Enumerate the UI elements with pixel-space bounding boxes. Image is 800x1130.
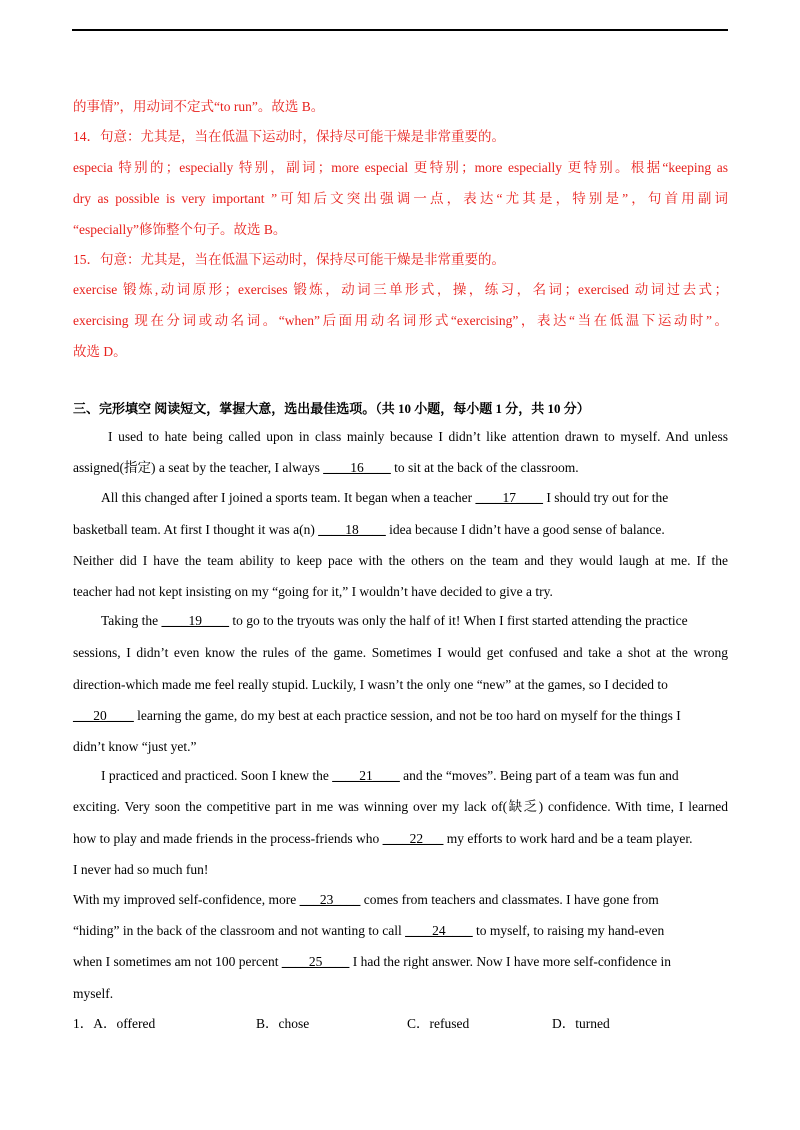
option-d: D．turned: [552, 1016, 610, 1031]
section-heading: 三、完形填空 阅读短文，掌握大意，选出最佳选项。（共 10 小题，每小题 1 分，共 10 分）: [73, 401, 590, 416]
passage-line-9: direction-which made me feel really stupid. Luckily, I wasn’t the only one “new” at the games, so I decided to: [73, 677, 668, 692]
passage-line-7: [101, 611, 728, 631]
passage-line-6: teacher had not kept insisting on my “going for it,” I wouldn’t have decided to give a try.: [73, 584, 553, 599]
passage-text: comes from teachers and classmates. I have gone from: [363, 892, 659, 907]
passage-line-14: [73, 829, 728, 849]
answer-line-9: 故选 D。: [73, 344, 127, 359]
passage-line-12: [101, 766, 728, 786]
blank-18: ____18____: [318, 522, 386, 537]
passage-text: and the “moves”. Being part of a team was fun and: [403, 768, 679, 783]
answer-line-7: exercise 锻炼,动词原形；exercises 锻炼，动词三单形式，操，练习，名词；exercised 动词过去式；: [73, 282, 728, 297]
passage-line-13: exciting. Very soon the competitive part in me was winning over my lack of(缺乏) confidence. With time, I learned: [73, 799, 728, 814]
passage-text: I should try out for the: [546, 490, 669, 505]
option-b: B．chose: [256, 1016, 310, 1031]
blank-20: ___20____: [73, 708, 134, 723]
passage-line-19: myself.: [73, 986, 114, 1001]
answer-line-2: 14．句意：尤其是，当在低温下运动时，保持尽可能干燥是非常重要的。: [73, 129, 505, 144]
answer-line-3: especia 特别的；especially 特别，副词；more especial 更特别；more especially 更特别。根据“keeping as: [73, 160, 728, 175]
passage-text: idea because I didn’t have a good sense of balance.: [389, 522, 665, 537]
blank-19: ____19____: [161, 613, 230, 628]
blank-22: ____22___: [382, 831, 444, 846]
passage-text: basketball team. At first I thought it was a(n): [73, 522, 315, 537]
header-rule: [72, 29, 728, 31]
answer-line-6: 15．句意：尤其是，当在低温下运动时，保持尽可能干燥是非常重要的。: [73, 252, 505, 267]
passage-line-4: [73, 520, 728, 540]
passage-text: learning the game, do my best at each practice session, and not be too hard on myself for the things I: [137, 708, 681, 723]
passage-text: “hiding” in the back of the classroom and not wanting to call: [73, 923, 402, 938]
blank-23: ___23____: [299, 892, 361, 907]
passage-text: I practiced and practiced. Soon I knew the: [101, 768, 329, 783]
passage-text: when I sometimes am not 100 percent: [73, 954, 279, 969]
passage-line-18: [73, 952, 728, 972]
answer-line-1: 的事情”，用动词不定式“to run”。故选 B。: [73, 99, 325, 114]
blank-25: ____25____: [281, 954, 350, 969]
passage-line-8: sessions, I didn’t even know the rules of the game. Sometimes I would get confused and take a shot at the wrong: [73, 645, 728, 660]
passage-text: assigned(指定) a seat by the teacher, I always: [73, 460, 320, 475]
option-c: C．refused: [407, 1016, 470, 1031]
passage-line-2: [73, 458, 728, 478]
passage-line-16: [73, 890, 728, 910]
passage-line-5: Neither did I have the team ability to keep pace with the others on the team and they would laugh at me. If the: [73, 553, 728, 568]
passage-line-10: [73, 706, 728, 726]
passage-text: to sit at the back of the classroom.: [394, 460, 579, 475]
answer-line-8: exercising 现在分词或动名词。“when”后面用动名词形式“exercising”，表达“当在低温下运动时”。: [73, 313, 728, 328]
passage-text: my efforts to work hard and be a team player.: [446, 831, 693, 846]
passage-line-3: [101, 488, 728, 508]
passage-line-11: didn’t know “just yet.”: [73, 739, 197, 754]
passage-line-17: [73, 921, 728, 941]
blank-24: ____24____: [405, 923, 473, 938]
passage-line-1: I used to hate being called upon in class mainly because I didn’t like attention drawn to myself. And unless: [108, 429, 728, 444]
passage-text: to myself, to raising my hand-even: [476, 923, 665, 938]
blank-21: ____21____: [332, 768, 400, 783]
answer-line-4: dry as possible is very important ”可知后文突出强调一点，表达“尤其是，特别是”，句首用副词: [73, 191, 728, 206]
passage-text: how to play and made friends in the process-friends who: [73, 831, 380, 846]
answer-line-5: “especially”修饰整个句子。故选 B。: [73, 222, 287, 237]
passage-text: to go to the tryouts was only the half of it! When I first started attending the practice: [232, 613, 688, 628]
passage-text: I had the right answer. Now I have more self-confidence in: [352, 954, 671, 969]
passage-text: Taking the: [101, 613, 159, 628]
blank-17: ____17____: [475, 490, 543, 505]
passage-text: With my improved self-confidence, more: [73, 892, 297, 907]
blank-16: ____16____: [323, 460, 391, 475]
passage-text: All this changed after I joined a sports team. It began when a teacher: [101, 490, 473, 505]
passage-line-15: I never had so much fun!: [73, 862, 209, 877]
option-a: 1．A．offered: [73, 1016, 156, 1031]
